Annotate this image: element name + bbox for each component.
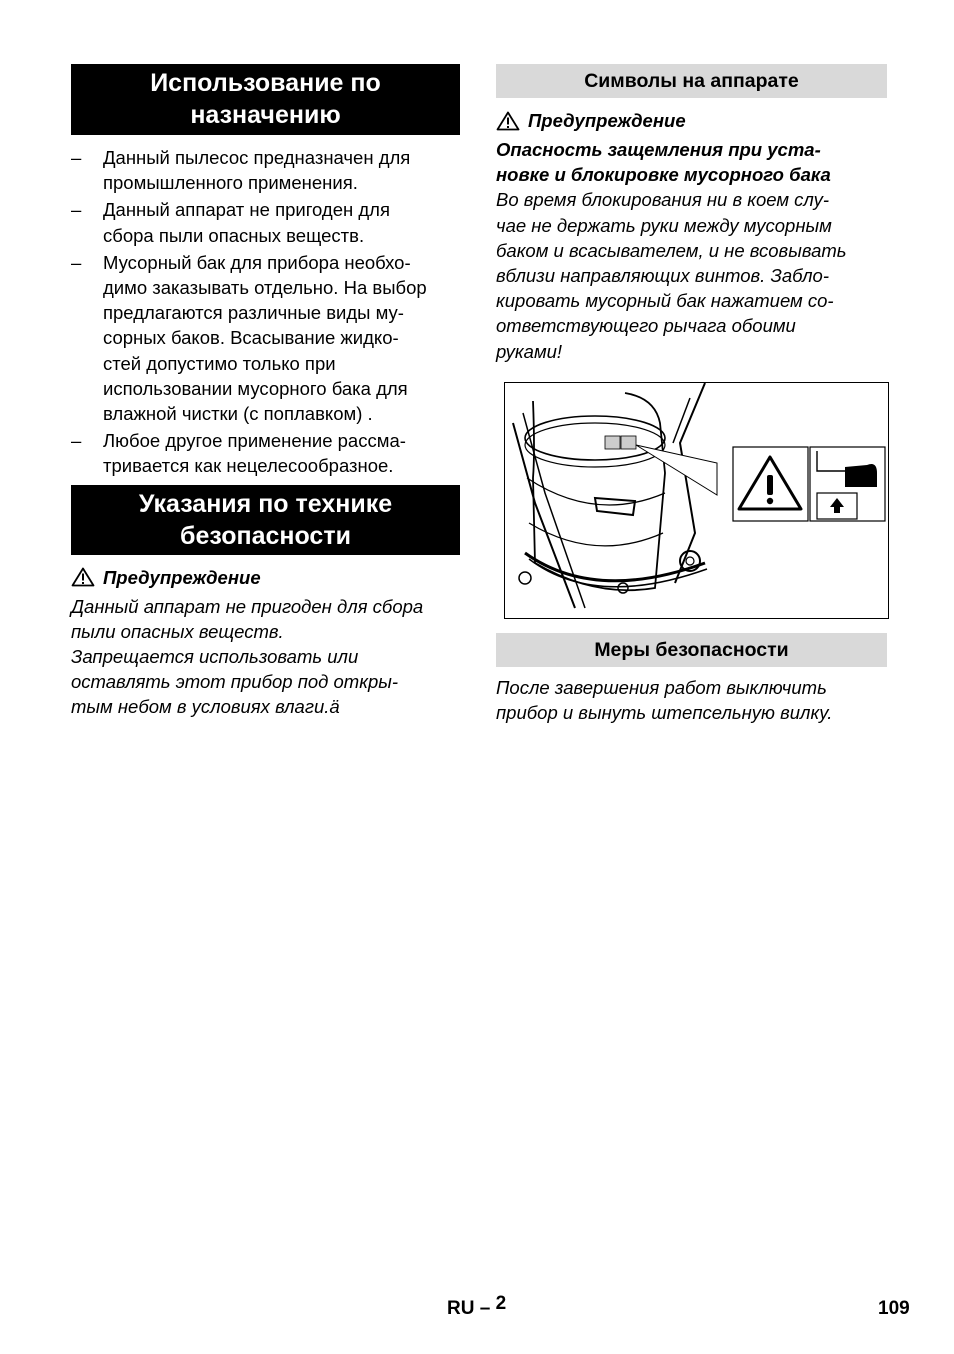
- text-line: Данный аппарат не пригоден для сбора: [71, 595, 424, 617]
- text-line: баком и всасывателем, и не всовывать: [496, 239, 847, 261]
- vacuum-tank-illustration: [504, 382, 889, 619]
- text-line: кировать мусорный бак нажатием со-: [496, 290, 834, 312]
- list-item-line: димо заказывать отдельно. На выбор: [103, 277, 427, 299]
- list-item-line: Мусорный бак для прибора необхо-: [103, 251, 411, 273]
- symbols-warning-text: [496, 187, 887, 363]
- warning-triangle-icon: [71, 567, 95, 587]
- usage-list: [71, 145, 460, 479]
- list-item-line: тривается как нецелесообразное.: [103, 455, 394, 477]
- usage-heading-line: Использование по: [150, 69, 381, 97]
- text-line: чае не держать руки между мусорным: [496, 214, 832, 236]
- warning-label: Предупреждение: [528, 110, 686, 131]
- list-item: [71, 197, 460, 247]
- text-line: пыли опасных веществ.: [71, 620, 284, 642]
- tank-drawing: [505, 383, 888, 618]
- text-line: прибор и вынуть штепсельную вилку.: [496, 702, 833, 724]
- symbols-warning-title: [496, 137, 887, 187]
- safety-heading-line: безопасности: [180, 521, 351, 550]
- dash-mark: –: [71, 251, 82, 273]
- safety-heading: [71, 485, 460, 555]
- dash-mark: –: [71, 430, 82, 452]
- list-item-line: использовании мусорного бака для: [103, 377, 408, 399]
- list-item-line: промышленного применения.: [103, 172, 358, 194]
- measures-text: [496, 675, 887, 725]
- footer-section-number: 2: [495, 1293, 507, 1314]
- left-column: [71, 64, 460, 720]
- list-item-line: сорных баков. Всасывание жидко-: [103, 327, 399, 349]
- list-item-line: Любое другое применение рассма-: [103, 430, 406, 452]
- list-item-line: стей допустимо только при: [103, 352, 336, 374]
- symbols-heading: Символы на аппарате: [496, 64, 887, 98]
- usage-heading-line: назначению: [190, 101, 341, 129]
- safety-heading-line: Указания по технике: [138, 489, 393, 518]
- list-item: [71, 250, 460, 426]
- text-line: После завершения работ выключить: [496, 676, 827, 698]
- text-line: ответствующего рычага обоими: [496, 315, 796, 337]
- list-item-line: Данный аппарат не пригоден для: [103, 199, 390, 221]
- footer-lang: RU: [447, 1298, 475, 1319]
- symbols-warning-header: [496, 108, 887, 133]
- text-line: вблизи направляющих винтов. Забло-: [496, 265, 829, 287]
- text-line: оставлять этот прибор под откры-: [71, 671, 399, 693]
- page-number: 109: [878, 1298, 910, 1319]
- right-column: [496, 64, 887, 725]
- safety-warning-header: [71, 565, 460, 590]
- text-line: Во время блокирования ни в коем слу-: [496, 189, 830, 211]
- list-item-line: сбора пыли опасных веществ.: [103, 224, 365, 246]
- list-item-line: влажной чистки (с поплавком) .: [103, 403, 373, 425]
- safety-warning-text: [71, 594, 460, 720]
- text-line: тым небом в условиях влаги.ä: [71, 696, 340, 718]
- measures-heading: Меры безопасности: [496, 633, 887, 667]
- warning-triangle-icon: [496, 111, 520, 131]
- text-line: руками!: [496, 340, 563, 362]
- text-line: Запрещается использовать или: [71, 646, 359, 668]
- usage-heading: [71, 64, 460, 135]
- footer-dash: –: [479, 1298, 491, 1319]
- list-item: [71, 428, 460, 478]
- list-item-line: Данный пылесос предназначен для: [103, 147, 411, 168]
- text-line: новке и блокировке мусорного бака: [496, 164, 831, 186]
- list-item: [71, 145, 460, 195]
- dash-mark: –: [71, 147, 82, 168]
- footer-section-label: [447, 1293, 507, 1320]
- text-line: Опасность защемления при уста-: [496, 139, 821, 160]
- dash-mark: –: [71, 199, 82, 221]
- list-item-line: предлагаются различные виды му-: [103, 302, 404, 324]
- warning-label: Предупреждение: [103, 566, 261, 588]
